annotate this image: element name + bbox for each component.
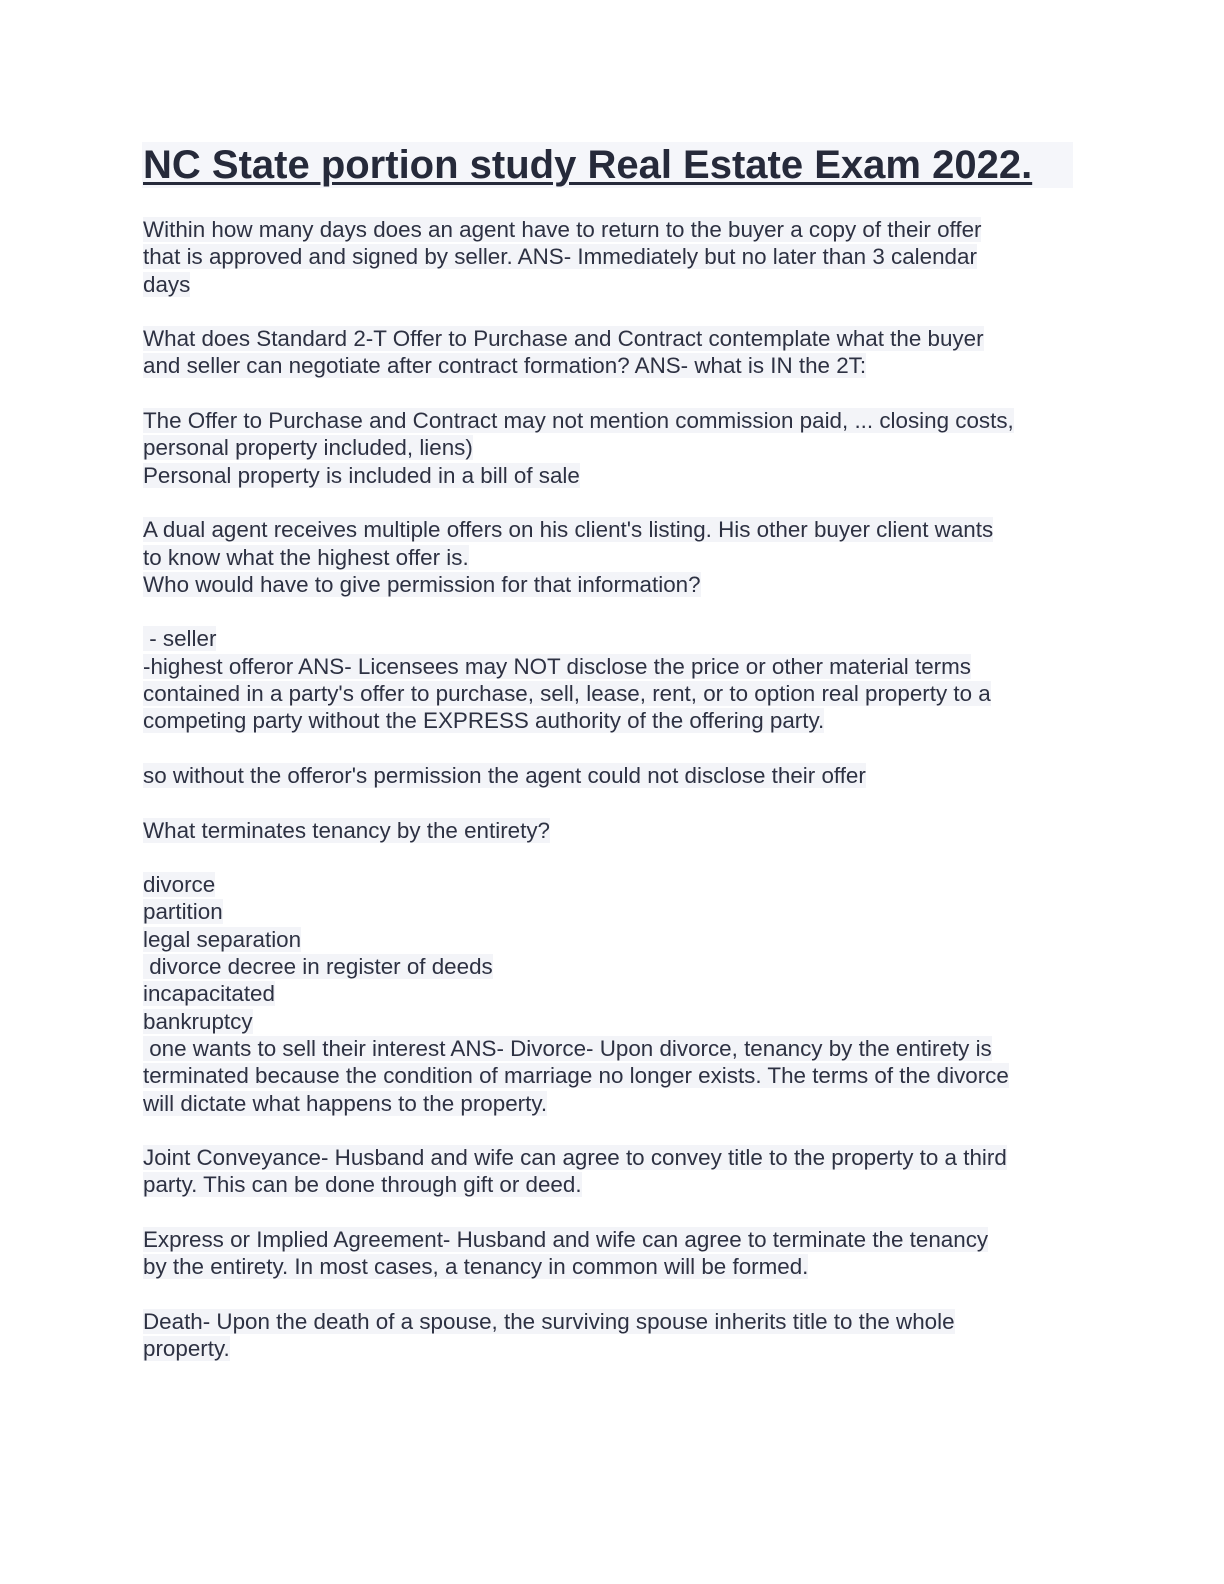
text-line-content: - seller (143, 626, 217, 652)
blank-line (143, 735, 1073, 762)
document-title: NC State portion study Real Estate Exam 2022. (143, 143, 1033, 187)
text-line (143, 407, 1073, 434)
text-line (143, 707, 1073, 734)
blank-line (143, 1117, 1073, 1144)
text-line-content: A dual agent receives multiple offers on his client's listing. His other buyer client wants (143, 517, 994, 543)
text-line (143, 680, 1073, 707)
blank-line (143, 380, 1073, 407)
text-line-content: that is approved and signed by seller. ANS- Immediately but no later than 3 calendar (143, 244, 977, 270)
text-line-content: The Offer to Purchase and Contract may not mention commission paid, ... closing costs, (143, 408, 1014, 434)
text-line-content: so without the offeror's permission the agent could not disclose their offer (143, 762, 866, 788)
blank-line (143, 1199, 1073, 1226)
blank-line (143, 789, 1073, 816)
text-line (143, 1171, 1073, 1198)
text-line-content: and seller can negotiate after contract formation? ANS- what is IN the 2T: (143, 353, 867, 379)
text-line (143, 1062, 1073, 1089)
blank-line (143, 1281, 1073, 1308)
blank-line (143, 598, 1073, 625)
text-line-content: contained in a party's offer to purchase, sell, lease, rent, or to option real property to a (143, 681, 991, 707)
text-line-content: will dictate what happens to the property. (143, 1090, 548, 1116)
text-line-content: property. (143, 1336, 230, 1362)
text-line-content: bankruptcy (143, 1008, 253, 1034)
text-line (143, 1226, 1073, 1253)
text-line (143, 871, 1073, 898)
text-line-content: divorce (143, 872, 216, 898)
text-line-content: days (143, 271, 191, 297)
text-line (143, 1308, 1073, 1335)
text-line (143, 926, 1073, 953)
text-line-content: by the entirety. In most cases, a tenancy in common will be formed. (143, 1254, 809, 1280)
text-line-content: partition (143, 899, 223, 925)
text-line-content: What terminates tenancy by the entirety? (143, 817, 550, 843)
text-line (143, 462, 1073, 489)
text-line-content: terminated because the condition of marriage no longer exists. The terms of the divorce (143, 1063, 1009, 1089)
text-line-content: Express or Implied Agreement- Husband and wife can agree to terminate the tenancy (143, 1226, 989, 1252)
text-line-content: Joint Conveyance- Husband and wife can agree to convey title to the property to a third (143, 1145, 1007, 1171)
text-line-content: one wants to sell their interest ANS- Divorce- Upon divorce, tenancy by the entirety is (143, 1035, 992, 1061)
text-line (143, 1008, 1073, 1035)
text-line (143, 516, 1073, 543)
text-line (143, 352, 1073, 379)
text-line-content: personal property included, liens) (143, 435, 473, 461)
text-line (143, 571, 1073, 598)
text-line-content: Death- Upon the death of a spouse, the surviving spouse inherits title to the whole (143, 1308, 955, 1334)
document-page (143, 142, 1073, 1362)
text-line-content: incapacitated (143, 981, 275, 1007)
text-line (143, 1035, 1073, 1062)
text-line (143, 1090, 1073, 1117)
text-line-content: Personal property is included in a bill of sale (143, 462, 580, 488)
text-line (143, 953, 1073, 980)
title-bar (142, 142, 1073, 188)
text-line-content: legal separation (143, 926, 302, 952)
text-line-content: party. This can be done through gift or deed. (143, 1172, 582, 1198)
text-line (143, 544, 1073, 571)
text-line (143, 271, 1073, 298)
text-line (143, 625, 1073, 652)
document-body (143, 216, 1073, 1362)
text-line-content: divorce decree in register of deeds (143, 954, 493, 980)
text-line-content: Within how many days does an agent have to return to the buyer a copy of their offer (143, 217, 982, 242)
text-line-content: to know what the highest offer is. (143, 544, 469, 570)
blank-line (143, 844, 1073, 871)
text-line-content: What does Standard 2-T Offer to Purchase and Contract contemplate what the buyer (143, 326, 984, 352)
text-line (143, 762, 1073, 789)
text-line (143, 1335, 1073, 1362)
blank-line (143, 489, 1073, 516)
text-line (143, 243, 1073, 270)
text-line (143, 1253, 1073, 1280)
blank-line (143, 298, 1073, 325)
text-line-content: competing party without the EXPRESS authority of the offering party. (143, 708, 825, 734)
text-line (143, 980, 1073, 1007)
text-line (143, 216, 1073, 243)
text-line (143, 898, 1073, 925)
text-line-content: -highest offeror ANS- Licensees may NOT disclose the price or other material terms (143, 653, 971, 679)
text-line (143, 1144, 1073, 1171)
text-line (143, 817, 1073, 844)
text-line (143, 434, 1073, 461)
text-line-content: Who would have to give permission for that information? (143, 571, 701, 597)
text-line (143, 653, 1073, 680)
text-line (143, 325, 1073, 352)
